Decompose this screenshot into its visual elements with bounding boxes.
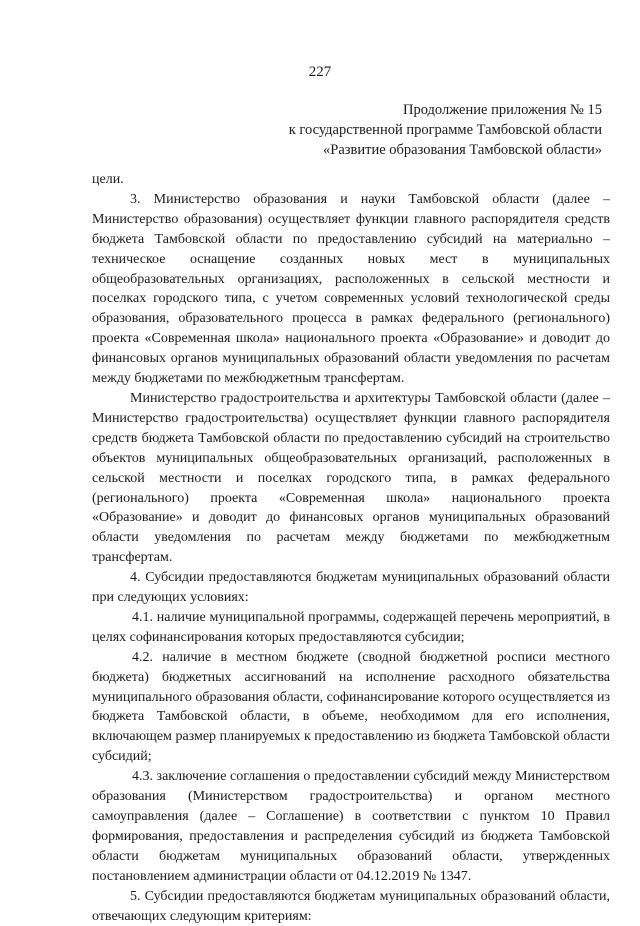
appendix-header-line: к государственной программе Тамбовской области (288, 122, 602, 138)
paragraph-item-3: 3. Министерство образования и науки Тамбовской области (далее – Министерство образования) осуществляет функции главного распорядителя средств бюджета Тамбовской области по предоставлению субсидий на материально – техническое оснащение созданных новых мест в муниципальных общеобразовательных организациях, расположенных в сельской местности и поселках городского типа, с учетом современных условий технологической среды образования, образовательного процесса в рамках федерального (регионального) проекта «Современная школа» национального проекта «Образование» и доводит до финансовых органов муниципальных образований области уведомления по расчетам между бюджетами по межбюджетным трансфертам. (92, 191, 610, 387)
appendix-header (289, 100, 602, 160)
paragraph-ministry-construction: Министерство градостроительства и архитектуры Тамбовской области (далее – Министерство градостроительства) осуществляет функции главного распорядителя средств бюджета Тамбовской области по предоставлению субсидий на строительство объектов муниципальных общеобразовательных организаций, расположенных в сельской местности и поселках городского типа, в рамках федерального (регионального) проекта «Современная школа» национального проекта «Образование» и доводит до финансовых органов муниципальных образований области уведомления по расчетам между бюджетами по межбюджетным трансфертам. (92, 390, 610, 566)
appendix-header-line: «Развитие образования Тамбовской области» (323, 142, 602, 158)
paragraph-item-4-3: 4.3. заключение соглашения о предоставлении субсидий между Министерством образования (Министерством градостроительства) и органом местного самоуправления (далее – Соглашение) в соответствии с пунктом 10 Правил формирования, предоставления и распределения субсидий из бюджета Тамбовской области бюджетам муниципальных образований области, утвержденных постановлением администрации области от 04.12.2019 № 1347. (92, 769, 610, 884)
appendix-header-line: Продолжение приложения № 15 (403, 102, 602, 118)
page-number: 227 (308, 64, 332, 80)
paragraph-item-4-2: 4.2. наличие в местном бюджете (сводной бюджетной росписи местного бюджета) бюджетных ассигнований на исполнение расходного обязательства муниципального образования области, софинансирование которого осуществляется из бюджета Тамбовской области, в объеме, необходимом для его исполнения, включающем размер планируемых к предоставлению из бюджета Тамбовской области субсидий; (92, 649, 610, 765)
document-body (92, 170, 610, 926)
paragraph-item-5: 5. Субсидии предоставляются бюджетам муниципальных образований области, отвечающих следующим критериям: (92, 888, 610, 924)
paragraph-item-4-1: 4.1. наличие муниципальной программы, содержащей перечень мероприятий, в целях софинансирования которых предоставляются субсидии; (92, 609, 610, 645)
paragraph-continuation: цели. (92, 172, 124, 187)
paragraph-item-4: 4. Субсидии предоставляются бюджетам муниципальных образований области при следующих условиях: (92, 570, 610, 606)
